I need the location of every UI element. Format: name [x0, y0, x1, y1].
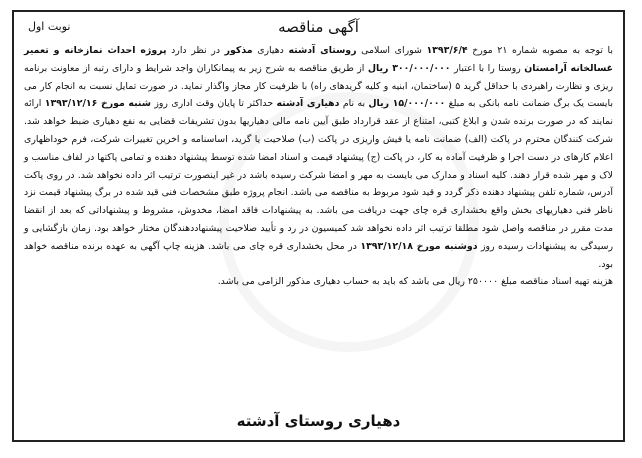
signature: دهیاری روستای آدشته [236, 412, 401, 430]
opening-date: دوشنبه مورخ ۱۳۹۳/۱۲/۱۸ [360, 240, 478, 252]
credit-amount: ۳۰۰/۰۰۰/۰۰۰ ریال [367, 62, 451, 74]
main-paragraph: با توجه به مصوبه شماره ۲۱ مورخ ۱۳۹۳/۶/۴ شورای اسلامی روستای آدشته دهیاری مذکور در نظر دارد پروژه احداث نمازخانه و تعمیر غسالخانه آرامستان روستا را با اعتبار ۳۰۰/۰۰۰/۰۰۰ ریال از طریق مناقصه به شرح زیر به پیمانکاران واجد شرایط و دارای رتبه از معاونت برنامه ریزی و نظارت راهبردی با حداقل گرید ۵ (ساختمان، ابنیه و کلیه گریدهای راه) با ظرفیت کار مجاز واگذار نماید. در صورت تمایل نسبت به انجام کار می بایست یک برگ ضمانت نامه بانکی به مبلغ ۱۵/۰۰۰/۰۰۰ ریال به نام دهیاری آدشته حداکثر تا پایان وقت اداری روز شنبه مورخ ۱۳۹۳/۱۲/۱۶ ارائه نمایند که در صورت برنده شدن و ابلاغ کتبی، امتناع از عقد قرارداد طبق آیین نامه مالی دهیاریها بدون تشریفات قضایی به نفع دهیاری ضبط خواهد شد. شرکت کنندگان محترم در پاکت (الف) ضمانت نامه یا فیش واریزی در پاکت (ب) صلاحیت یا گرید، اساسنامه و اخرین تغییرات شرکت، فرم خوداظهاری اعلام کارهای در دست اجرا و ظرفیت آماده به کار، در پاکت (ج) پیشنهاد قیمت و اسناد امضا شده توسط پیشنهاد دهنده و تمامی پاکتها در لفاف مناسب و لاک و مهر شده قرار دهند. کلیه اسناد و مدارک می بایست به مهر و امضا شرکت رسیده باشد در غیر اینصورت ترتیب اثر داده نخواهد شد. در روی پاکت آدرس، شماره تلفن پیشنهاد دهنده ذکر گردد و قید شود مربوط به مناقصه می باشد. انجام پروژه طبق مشخصات فنی قید شده در برگ پیشنهاد قیمت نزد ناظر فنی دهیاریهای بخش واقع بخشداری قره چای جهت دریافت می باشد. به پیشنهادات فاقد امضا، مخدوش، مشروط و پیشنهاداتی که بعد از انقضا مدت مقرر در مناقصه واصل شود مطلقا ترتیب اثر داده نخواهد شد کمیسیون در رد و تأیید صلاحیت پیشنهاددهندگان مختار خواهد بود. زمان بازگشایی و رسیدگی به پیشنهادات رسیده روز دوشنبه مورخ ۱۳۹۳/۱۲/۱۸ در محل بخشداری قره چای می باشد. هزینه چاپ آگهی به عهده برنده مناقصه خواهد بود. [24, 45, 614, 270]
fee-paragraph: هزینه تهیه اسناد مناقصه مبلغ ۲۵۰۰۰۰ ریال می باشد که باید به حساب دهیاری مذکور الزامی می باشد. [217, 276, 613, 288]
guarantee-amount: ۱۵/۰۰۰/۰۰۰ ریال [368, 98, 446, 110]
tender-notice [12, 10, 625, 442]
round-label: نوبت اول [28, 20, 71, 33]
deadline-date: شنبه مورخ ۱۳۹۳/۱۲/۱۶ [44, 98, 151, 110]
notice-body [24, 42, 613, 291]
notice-title: آگهی مناقصه [278, 18, 359, 36]
project-name: پروژه احداث نمازخانه و تعمیر غسالخانه آرامستان [24, 45, 614, 74]
